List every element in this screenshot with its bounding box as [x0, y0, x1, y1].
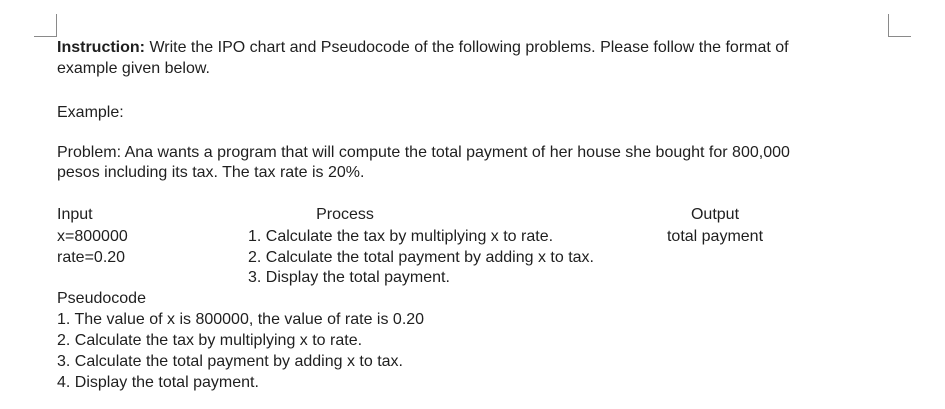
problem-line-2: pesos including its tax. The tax rate is 20%.	[57, 164, 365, 181]
margin-corner-mark-left	[34, 14, 57, 37]
ipo-output-item: total payment	[666, 228, 764, 245]
pseudocode-step: 2. Calculate the tax by multiplying x to rate.	[57, 332, 363, 349]
ipo-input-header: Input	[57, 206, 93, 223]
ipo-input-item: rate=0.20	[57, 249, 126, 266]
instruction-text: Write the IPO chart and Pseudocode of the following problems. Please follow the format of	[145, 39, 789, 56]
ipo-process-header: Process	[316, 206, 374, 223]
instruction-line-2: example given below.	[57, 60, 210, 77]
instruction-label: Instruction:	[57, 39, 145, 56]
example-heading: Example:	[57, 104, 124, 121]
ipo-process-item: 1. Calculate the tax by multiplying x to rate.	[248, 228, 554, 245]
ipo-input-item: x=800000	[57, 228, 128, 245]
pseudocode-step: 1. The value of x is 800000, the value of rate is 0.20	[57, 311, 425, 328]
margin-corner-mark-right	[888, 14, 911, 37]
pseudocode-step: 4. Display the total payment.	[57, 374, 259, 391]
instruction-line-1	[57, 38, 789, 58]
pseudocode-header: Pseudocode	[57, 290, 146, 307]
ipo-process-item: 3. Display the total payment.	[248, 269, 450, 286]
pseudocode-step: 3. Calculate the total payment by adding x to tax.	[57, 353, 403, 370]
ipo-process-item: 2. Calculate the total payment by adding x to tax.	[248, 249, 594, 266]
problem-line-1: Problem: Ana wants a program that will compute the total payment of her house she bought for 800,000	[57, 144, 790, 161]
ipo-output-header: Output	[690, 206, 740, 223]
